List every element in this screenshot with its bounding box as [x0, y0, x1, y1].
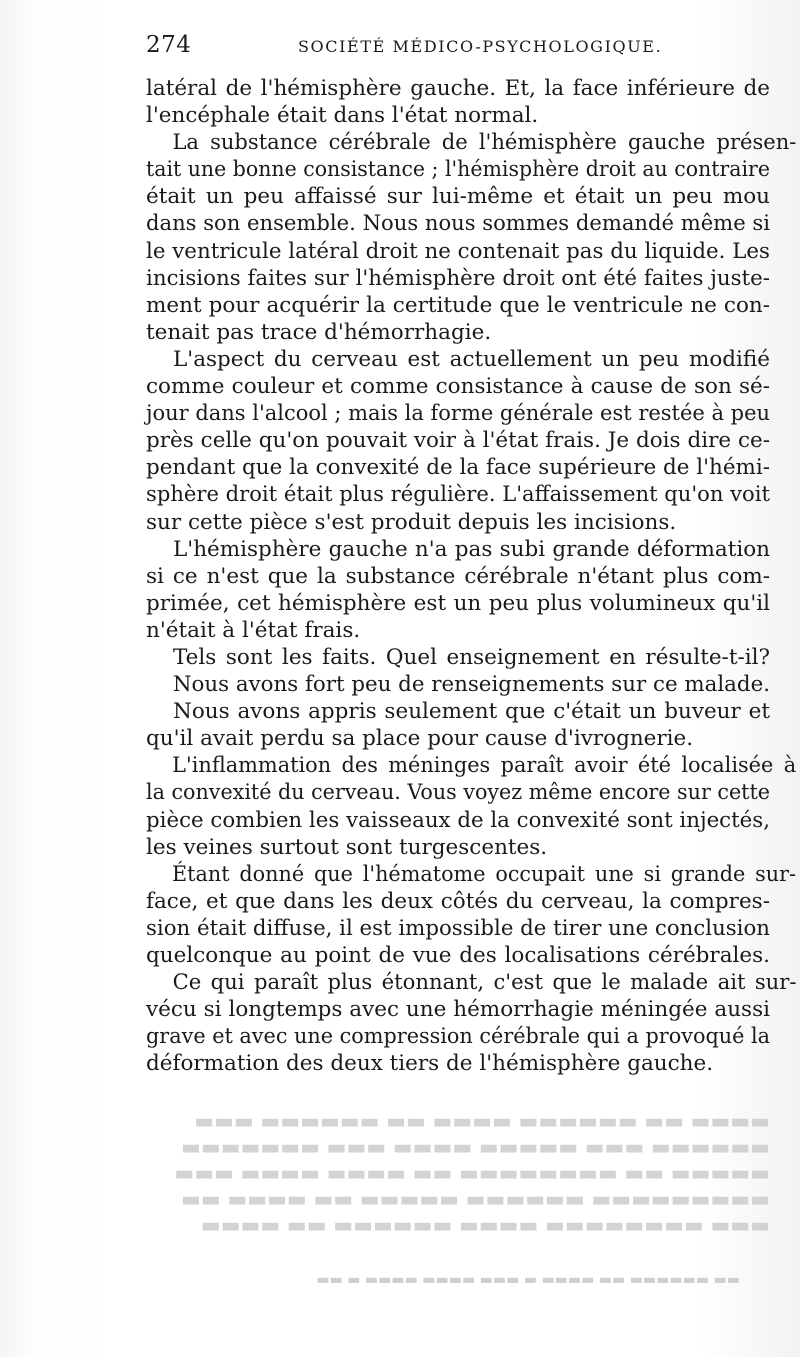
text-line: La substance cérébrale de l'hémisphère gauche présen- — [172, 130, 797, 156]
body-text — [146, 75, 797, 1077]
text-line: si ce n'est que la substance cérébrale n'étant plus com- — [146, 563, 770, 589]
text-line: quelconque au point de vue des localisations cérébrales. — [146, 943, 770, 968]
text-line: L'inflammation des méninges paraît avoir été localisée à — [172, 753, 797, 779]
text-line: le ventricule latéral droit ne contenait pas du liquide. Les — [146, 238, 771, 264]
text-line: Ce qui paraît plus étonnant, c'est que le malade ait sur- — [172, 970, 797, 996]
text-line: déformation des deux tiers de l'hémisphère gauche. — [146, 1051, 714, 1077]
text-line: vécu si longtemps avec une hémorrhagie méningée aussi — [146, 997, 770, 1023]
text-line: sion était diffuse, il est impossible de tirer une conclusion — [146, 915, 771, 941]
text-line: grave et avec une compression cérébrale qui a provoqué la — [146, 1024, 771, 1050]
text-line: L'hémisphère gauche n'a pas subi grande déformation — [173, 536, 770, 562]
text-line: face, et que dans les deux côtés du cerveau, la compres- — [146, 888, 770, 914]
text-line: jour dans l'alcool ; mais la forme générale est restée à peu — [146, 401, 771, 427]
text-line: incisions faites sur l'hémisphère droit ont été faites juste- — [146, 265, 770, 291]
text-line: comme couleur et comme consistance à cause de son sé- — [146, 374, 770, 400]
page-number: 274 — [146, 32, 192, 58]
text-line: n'était à l'état frais. — [146, 617, 361, 643]
text-line: sphère droit était plus régulière. L'affaissement qu'on voit — [146, 482, 770, 508]
text-line: pièce combien les vaisseaux de la convexité sont injectés, — [146, 807, 771, 833]
text-line: L'aspect du cerveau est actuellement un peu modifié — [173, 346, 770, 372]
text-line: tait une bonne consistance ; l'hémisphère droit au contraire — [146, 157, 770, 183]
text-line: pendant que la convexité de la face supérieure de l'hémi- — [146, 455, 771, 481]
text-line: Nous avons fort peu de renseignements sur ce malade. — [172, 672, 770, 698]
text-line: près celle qu'on pouvait voir à l'état frais. Je dois dire ce- — [146, 428, 770, 454]
text-line: ment pour acquérir la certitude que le ventricule ne con- — [146, 292, 770, 318]
text-line: dans son ensemble. Nous nous sommes demandé même si — [146, 211, 770, 237]
bleed-through-footer-texture: ▬▬ ▬▬▬▬▬▬ ▬▬ ▬▬▬▬ ▬ ▬▬▬ ▬▬▬▬ ▬▬▬▬ ▬ ▬▬ — [316, 1272, 740, 1288]
text-line: l'encéphale était dans l'état normal. — [146, 103, 539, 129]
text-line: les veines surtout sont turgescentes. — [146, 834, 548, 860]
bleed-through-texture: ▬▬▬▬ ▬▬ ▬▬▬▬▬▬ ▬▬▬▬ ▬▬ ▬▬▬▬▬▬ ▬▬▬ ▬▬▬▬▬▬ ▬▬▬ ▬▬▬▬▬ ▬▬▬▬ ▬▬▬ ▬▬▬▬▬▬▬ ▬▬▬▬▬ ▬▬ ▬▬▬▬▬▬▬▬ ▬▬ ▬▬▬▬ ▬▬▬▬ ▬▬▬ ▬▬▬▬▬▬▬▬▬ ▬▬▬▬▬▬ ▬▬▬▬▬ ▬▬ ▬▬▬▬ ▬▬ ▬▬▬ ▬▬▬▬▬▬▬▬ ▬▬▬▬ ▬▬▬▬▬▬ ▬▬ ▬▬▬▬ — [174, 1109, 770, 1237]
text-line: qu'il avait perdu sa place pour cause d'ivrognerie. — [146, 726, 694, 752]
text-line: Nous avons appris seulement que c'était un buveur et — [173, 699, 770, 725]
running-head: SOCIÉTÉ MÉDICO-PSYCHOLOGIQUE. — [298, 37, 663, 56]
text-line: Étant donné que l'hématome occupait une si grande sur- — [172, 861, 797, 887]
text-line: latéral de l'hémisphère gauche. Et, la face inférieure de — [146, 76, 770, 101]
text-line: tenait pas trace d'hémorrhagie. — [146, 319, 492, 345]
page-header — [146, 32, 766, 62]
text-line: sur cette pièce s'est produit depuis les incisions. — [146, 509, 677, 535]
text-line: primée, cet hémisphère est un peu plus volumineux qu'il — [146, 590, 770, 616]
text-line: était un peu affaissé sur lui-même et était un peu mou — [146, 184, 770, 210]
text-line: Tels sont les faits. Quel enseignement en résulte-t-il? — [173, 644, 770, 670]
text-line: la convexité du cerveau. Vous voyez même encore sur cette — [146, 780, 771, 806]
